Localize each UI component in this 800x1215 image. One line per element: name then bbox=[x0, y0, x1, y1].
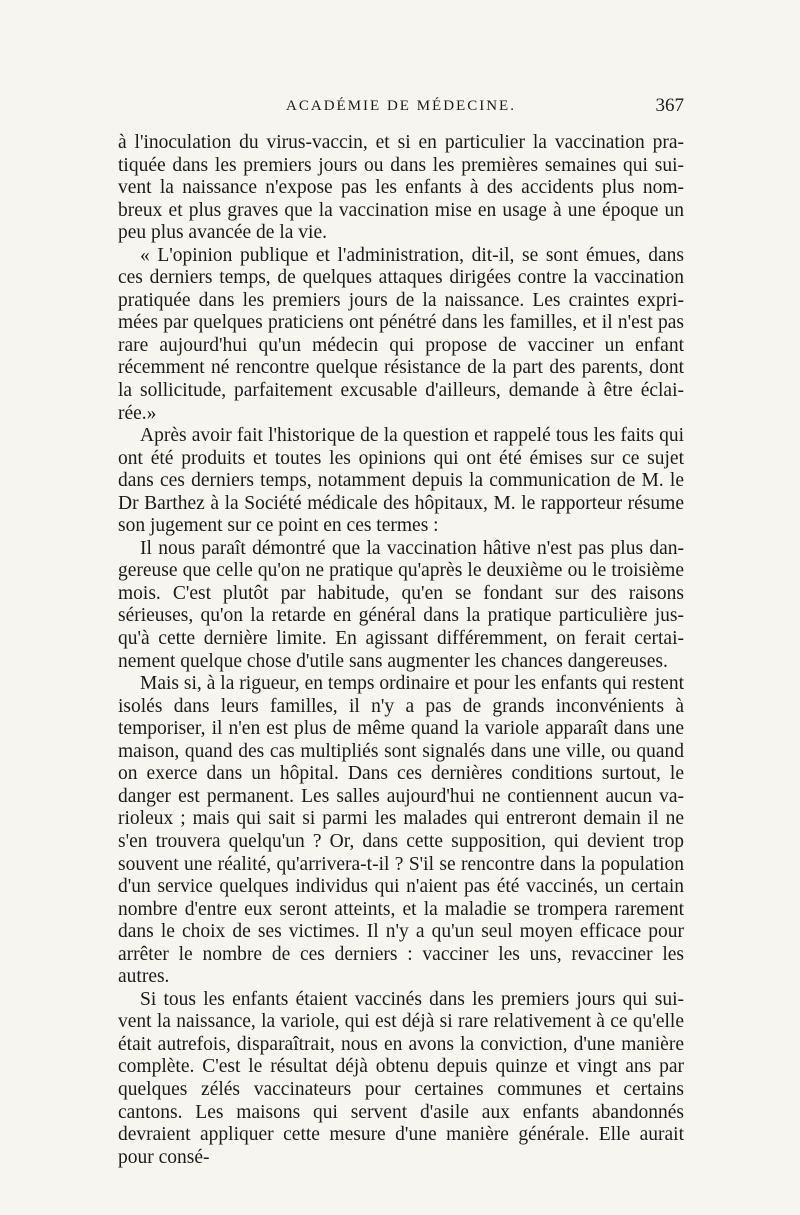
paragraph-4: Il nous paraît démontré que la vaccination hâtive n'est pas plus dangereuse que celle qu'on ne pratique qu'après le deuxième ou le troisième mois. C'est plutôt par habitude, qu'en se fondant sur des raisons sérieuses, qu'on la retarde en général dans la pratique particulière jusqu'à cette dernière limite. En agissant différemment, on ferait certainement quelque chose d'utile sans augmenter les chances dangereuses. bbox=[118, 537, 684, 672]
paragraph-1: à l'inoculation du virus-vaccin, et si en particulier la vaccination pratiquée dans les premiers jours ou dans les premières semaines qui suivent la naissance n'expose pas les enfants à des accidents plus nombreux et plus graves que la vaccination mise en usage à une époque un peu plus avancée de la vie. bbox=[118, 132, 684, 244]
page-number: 367 bbox=[655, 95, 684, 116]
paragraph-5: Mais si, à la rigueur, en temps ordinaire et pour les enfants qui restent isolés dans leurs familles, il n'y a pas de grands inconvénients à temporiser, il n'en est plus de même quand la variole apparaît dans une maison, quand des cas multipliés sont signalés dans une ville, ou quand on exerce dans un hôpital. Dans ces dernières conditions surtout, le danger est permanent. Les salles aujourd'hui ne contiennent aucun varioleux ; mais qui sait si parmi les malades qui entreront demain il ne s'en trouvera quelqu'un ? Or, dans cette supposition, qui devient trop souvent une réalité, qu'arrivera-t-il ? S'il se rencontre dans la population d'un service quelques individus qui n'aient pas été vaccinés, un certain nombre d'entre eux seront atteints, et la maladie se trompera rarement dans le choix de ses victimes. Il n'y a qu'un seul moyen efficace pour arrêter le nombre de ces derniers : vacciner les uns, revacciner les autres. bbox=[118, 673, 684, 988]
paragraph-2-quote: « L'opinion publique et l'administration, dit-il, se sont émues, dans ces derniers temps, de quelques attaques dirigées contre la vaccination pratiquée dans les premiers jours de la naissance. Les craintes exprimées par quelques praticiens ont pénétré dans les familles, et il n'est pas rare aujourd'hui qu'un médecin qui propose de vacciner un enfant récemment né rencontre quelque résistance de la part des parents, dont la sollicitude, parfaitement excusable d'ailleurs, demande à être éclairée.» bbox=[118, 244, 684, 424]
body-text bbox=[118, 132, 684, 1169]
paragraph-6: Si tous les enfants étaient vaccinés dans les premiers jours qui suivent la naissance, la variole, qui est déjà si rare relativement à ce qu'elle était autrefois, disparaîtrait, nous en avons la conviction, d'une manière complète. C'est le résultat déjà obtenu depuis quinze et vingt ans par quelques zélés vaccinateurs pour certaines communes et certains cantons. Les maisons qui servent d'asile aux enfants abandonnés devraient appliquer cette mesure d'une manière générale. Elle aurait pour consé- bbox=[118, 988, 684, 1168]
page-header bbox=[118, 95, 684, 128]
paragraph-3: Après avoir fait l'historique de la question et rappelé tous les faits qui ont été produits et toutes les opinions qui ont été émises sur ce sujet dans ces derniers temps, notamment depuis la communication de M. le Dr Barthez à la Société médicale des hôpitaux, M. le rapporteur résume son jugement sur ce point en ces termes : bbox=[118, 425, 684, 537]
running-title: ACADÉMIE DE MÉDECINE. bbox=[286, 98, 516, 114]
